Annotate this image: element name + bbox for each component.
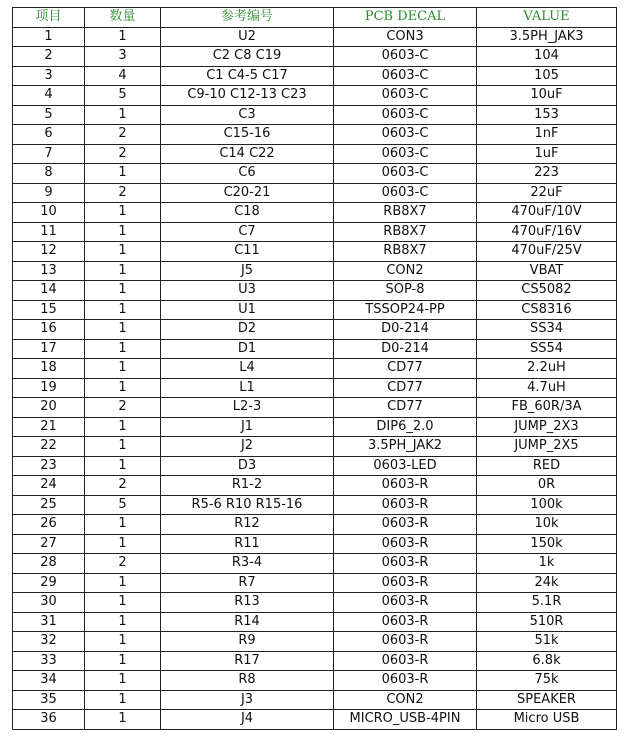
value-cell: JUMP_2X3 — [477, 417, 617, 437]
quantity-cell: 1 — [85, 573, 161, 593]
table-row — [13, 573, 617, 593]
item-no-cell: 34 — [13, 671, 85, 691]
reference-cell: J3 — [161, 690, 334, 710]
pcb-decal-cell: CD77 — [334, 359, 477, 379]
item-no-cell: 23 — [13, 456, 85, 476]
table-row — [13, 47, 617, 67]
item-no-cell: 22 — [13, 437, 85, 457]
value-cell: 1uF — [477, 144, 617, 164]
table-row — [13, 476, 617, 496]
table-row — [13, 320, 617, 340]
table-row — [13, 300, 617, 320]
quantity-cell: 1 — [85, 300, 161, 320]
value-cell: 0R — [477, 476, 617, 496]
item-no-cell: 15 — [13, 300, 85, 320]
pcb-decal-cell: 0603-R — [334, 651, 477, 671]
pcb-decal-cell: 0603-R — [334, 612, 477, 632]
table-row — [13, 183, 617, 203]
pcb-decal-cell: 0603-LED — [334, 456, 477, 476]
reference-cell: R3-4 — [161, 554, 334, 574]
item-no-cell: 29 — [13, 573, 85, 593]
item-no-cell: 1 — [13, 27, 85, 47]
quantity-cell: 2 — [85, 554, 161, 574]
table-row — [13, 554, 617, 574]
reference-cell: C2 C8 C19 — [161, 47, 334, 67]
reference-cell: U2 — [161, 27, 334, 47]
quantity-cell: 4 — [85, 66, 161, 86]
value-cell: RED — [477, 456, 617, 476]
pcb-decal-cell: 0603-C — [334, 164, 477, 184]
quantity-cell: 1 — [85, 203, 161, 223]
pcb-decal-cell: CD77 — [334, 378, 477, 398]
item-no-cell: 30 — [13, 593, 85, 613]
item-no-cell: 26 — [13, 515, 85, 535]
table-row — [13, 222, 617, 242]
table-row — [13, 690, 617, 710]
table-row — [13, 671, 617, 691]
value-cell: 24k — [477, 573, 617, 593]
quantity-cell: 1 — [85, 378, 161, 398]
table-row — [13, 203, 617, 223]
quantity-cell: 1 — [85, 320, 161, 340]
quantity-cell: 1 — [85, 593, 161, 613]
reference-cell: C7 — [161, 222, 334, 242]
reference-cell: C3 — [161, 105, 334, 125]
value-cell: SPEAKER — [477, 690, 617, 710]
quantity-cell: 1 — [85, 222, 161, 242]
reference-cell: C11 — [161, 242, 334, 262]
quantity-cell: 1 — [85, 612, 161, 632]
item-no-cell: 11 — [13, 222, 85, 242]
reference-cell: U3 — [161, 281, 334, 301]
quantity-cell: 5 — [85, 86, 161, 106]
pcb-decal-cell: D0-214 — [334, 320, 477, 340]
table-body — [13, 27, 617, 729]
pcb-decal-cell: 0603-C — [334, 66, 477, 86]
reference-cell: D1 — [161, 339, 334, 359]
item-no-cell: 8 — [13, 164, 85, 184]
value-cell: 470uF/16V — [477, 222, 617, 242]
value-cell: 470uF/25V — [477, 242, 617, 262]
reference-cell: R17 — [161, 651, 334, 671]
table-row — [13, 456, 617, 476]
reference-cell: J4 — [161, 710, 334, 730]
value-cell: VBAT — [477, 261, 617, 281]
reference-cell: R7 — [161, 573, 334, 593]
value-cell: 1k — [477, 554, 617, 574]
quantity-cell: 1 — [85, 651, 161, 671]
item-no-cell: 4 — [13, 86, 85, 106]
value-cell: 470uF/10V — [477, 203, 617, 223]
item-no-cell: 18 — [13, 359, 85, 379]
col-header-item-no: 项目 — [13, 8, 85, 28]
value-cell: 6.8k — [477, 651, 617, 671]
value-cell: 104 — [477, 47, 617, 67]
value-cell: 10k — [477, 515, 617, 535]
table-row — [13, 495, 617, 515]
reference-cell: R8 — [161, 671, 334, 691]
quantity-cell: 1 — [85, 339, 161, 359]
quantity-cell: 2 — [85, 398, 161, 418]
reference-cell: U1 — [161, 300, 334, 320]
reference-cell: D3 — [161, 456, 334, 476]
quantity-cell: 3 — [85, 47, 161, 67]
value-cell: 22uF — [477, 183, 617, 203]
quantity-cell: 1 — [85, 242, 161, 262]
item-no-cell: 20 — [13, 398, 85, 418]
item-no-cell: 7 — [13, 144, 85, 164]
pcb-decal-cell: 0603-R — [334, 573, 477, 593]
item-no-cell: 21 — [13, 417, 85, 437]
pcb-decal-cell: 0603-R — [334, 632, 477, 652]
reference-cell: C1 C4-5 C17 — [161, 66, 334, 86]
pcb-decal-cell: CON2 — [334, 690, 477, 710]
quantity-cell: 1 — [85, 534, 161, 554]
pcb-decal-cell: 0603-R — [334, 671, 477, 691]
item-no-cell: 2 — [13, 47, 85, 67]
quantity-cell: 1 — [85, 671, 161, 691]
item-no-cell: 33 — [13, 651, 85, 671]
quantity-cell: 2 — [85, 125, 161, 145]
pcb-decal-cell: 0603-C — [334, 105, 477, 125]
reference-cell: R13 — [161, 593, 334, 613]
table-row — [13, 164, 617, 184]
pcb-decal-cell: RB8X7 — [334, 242, 477, 262]
table-row — [13, 612, 617, 632]
reference-cell: J1 — [161, 417, 334, 437]
item-no-cell: 17 — [13, 339, 85, 359]
item-no-cell: 19 — [13, 378, 85, 398]
value-cell: 2.2uH — [477, 359, 617, 379]
reference-cell: R5-6 R10 R15-16 — [161, 495, 334, 515]
table-row — [13, 281, 617, 301]
quantity-cell: 1 — [85, 437, 161, 457]
table-row — [13, 632, 617, 652]
value-cell: 100k — [477, 495, 617, 515]
item-no-cell: 12 — [13, 242, 85, 262]
value-cell: 10uF — [477, 86, 617, 106]
table-row — [13, 261, 617, 281]
item-no-cell: 10 — [13, 203, 85, 223]
table-row — [13, 398, 617, 418]
reference-cell: R14 — [161, 612, 334, 632]
pcb-decal-cell: 0603-C — [334, 86, 477, 106]
value-cell: 3.5PH_JAK3 — [477, 27, 617, 47]
table-row — [13, 242, 617, 262]
value-cell: 150k — [477, 534, 617, 554]
reference-cell: R11 — [161, 534, 334, 554]
table-row — [13, 144, 617, 164]
pcb-decal-cell: DIP6_2.0 — [334, 417, 477, 437]
item-no-cell: 16 — [13, 320, 85, 340]
reference-cell: L4 — [161, 359, 334, 379]
reference-cell: C9-10 C12-13 C23 — [161, 86, 334, 106]
pcb-decal-cell: TSSOP24-PP — [334, 300, 477, 320]
value-cell: SS34 — [477, 320, 617, 340]
pcb-decal-cell: RB8X7 — [334, 222, 477, 242]
reference-cell: C6 — [161, 164, 334, 184]
pcb-decal-cell: 0603-C — [334, 144, 477, 164]
item-no-cell: 13 — [13, 261, 85, 281]
col-header-reference: 参考编号 — [161, 8, 334, 28]
quantity-cell: 1 — [85, 710, 161, 730]
quantity-cell: 2 — [85, 183, 161, 203]
table-row — [13, 534, 617, 554]
value-cell: 5.1R — [477, 593, 617, 613]
quantity-cell: 2 — [85, 476, 161, 496]
reference-cell: D2 — [161, 320, 334, 340]
table-row — [13, 125, 617, 145]
item-no-cell: 35 — [13, 690, 85, 710]
reference-cell: R12 — [161, 515, 334, 535]
item-no-cell: 5 — [13, 105, 85, 125]
table-row — [13, 651, 617, 671]
table-row — [13, 359, 617, 379]
pcb-decal-cell: 0603-C — [334, 183, 477, 203]
value-cell: 75k — [477, 671, 617, 691]
table-row — [13, 417, 617, 437]
reference-cell: L2-3 — [161, 398, 334, 418]
item-no-cell: 6 — [13, 125, 85, 145]
value-cell: FB_60R/3A — [477, 398, 617, 418]
item-no-cell: 32 — [13, 632, 85, 652]
pcb-decal-cell: 0603-R — [334, 495, 477, 515]
item-no-cell: 14 — [13, 281, 85, 301]
pcb-decal-cell: CD77 — [334, 398, 477, 418]
pcb-decal-cell: 0603-R — [334, 534, 477, 554]
value-cell: 153 — [477, 105, 617, 125]
pcb-decal-cell: SOP-8 — [334, 281, 477, 301]
item-no-cell: 36 — [13, 710, 85, 730]
quantity-cell: 1 — [85, 261, 161, 281]
value-cell: 105 — [477, 66, 617, 86]
item-no-cell: 3 — [13, 66, 85, 86]
pcb-decal-cell: RB8X7 — [334, 203, 477, 223]
quantity-cell: 1 — [85, 359, 161, 379]
item-no-cell: 25 — [13, 495, 85, 515]
reference-cell: C20-21 — [161, 183, 334, 203]
pcb-decal-cell: CON2 — [334, 261, 477, 281]
quantity-cell: 5 — [85, 495, 161, 515]
value-cell: 4.7uH — [477, 378, 617, 398]
pcb-decal-cell: 0603-R — [334, 515, 477, 535]
table-row — [13, 710, 617, 730]
quantity-cell: 1 — [85, 456, 161, 476]
reference-cell: J5 — [161, 261, 334, 281]
quantity-cell: 1 — [85, 690, 161, 710]
item-no-cell: 27 — [13, 534, 85, 554]
table-row — [13, 105, 617, 125]
pcb-decal-cell: MICRO_USB-4PIN — [334, 710, 477, 730]
value-cell: SS54 — [477, 339, 617, 359]
reference-cell: C18 — [161, 203, 334, 223]
reference-cell: C15-16 — [161, 125, 334, 145]
table-row — [13, 86, 617, 106]
table-row — [13, 437, 617, 457]
pcb-decal-cell: 0603-R — [334, 476, 477, 496]
col-header-pcb-decal: PCB DECAL — [334, 8, 477, 28]
reference-cell: J2 — [161, 437, 334, 457]
quantity-cell: 1 — [85, 281, 161, 301]
item-no-cell: 9 — [13, 183, 85, 203]
quantity-cell: 1 — [85, 27, 161, 47]
pcb-decal-cell: 3.5PH_JAK2 — [334, 437, 477, 457]
col-header-quantity: 数量 — [85, 8, 161, 28]
quantity-cell: 1 — [85, 515, 161, 535]
pcb-decal-cell: CON3 — [334, 27, 477, 47]
quantity-cell: 1 — [85, 417, 161, 437]
table-row — [13, 339, 617, 359]
quantity-cell: 1 — [85, 632, 161, 652]
quantity-cell: 1 — [85, 164, 161, 184]
value-cell: 1nF — [477, 125, 617, 145]
value-cell: 51k — [477, 632, 617, 652]
quantity-cell: 1 — [85, 105, 161, 125]
quantity-cell: 2 — [85, 144, 161, 164]
value-cell: CS8316 — [477, 300, 617, 320]
table-row — [13, 378, 617, 398]
value-cell: CS5082 — [477, 281, 617, 301]
reference-cell: R1-2 — [161, 476, 334, 496]
reference-cell: L1 — [161, 378, 334, 398]
value-cell: 510R — [477, 612, 617, 632]
reference-cell: R9 — [161, 632, 334, 652]
item-no-cell: 24 — [13, 476, 85, 496]
item-no-cell: 31 — [13, 612, 85, 632]
pcb-decal-cell: 0603-C — [334, 125, 477, 145]
table-row — [13, 515, 617, 535]
table-row — [13, 66, 617, 86]
value-cell: Micro USB — [477, 710, 617, 730]
reference-cell: C14 C22 — [161, 144, 334, 164]
table-row — [13, 27, 617, 47]
pcb-decal-cell: D0-214 — [334, 339, 477, 359]
header-row — [13, 8, 617, 28]
value-cell: JUMP_2X5 — [477, 437, 617, 457]
col-header-value: VALUE — [477, 8, 617, 28]
value-cell: 223 — [477, 164, 617, 184]
pcb-decal-cell: 0603-R — [334, 554, 477, 574]
item-no-cell: 28 — [13, 554, 85, 574]
table-row — [13, 593, 617, 613]
bom-table — [12, 7, 617, 730]
pcb-decal-cell: 0603-R — [334, 593, 477, 613]
pcb-decal-cell: 0603-C — [334, 47, 477, 67]
